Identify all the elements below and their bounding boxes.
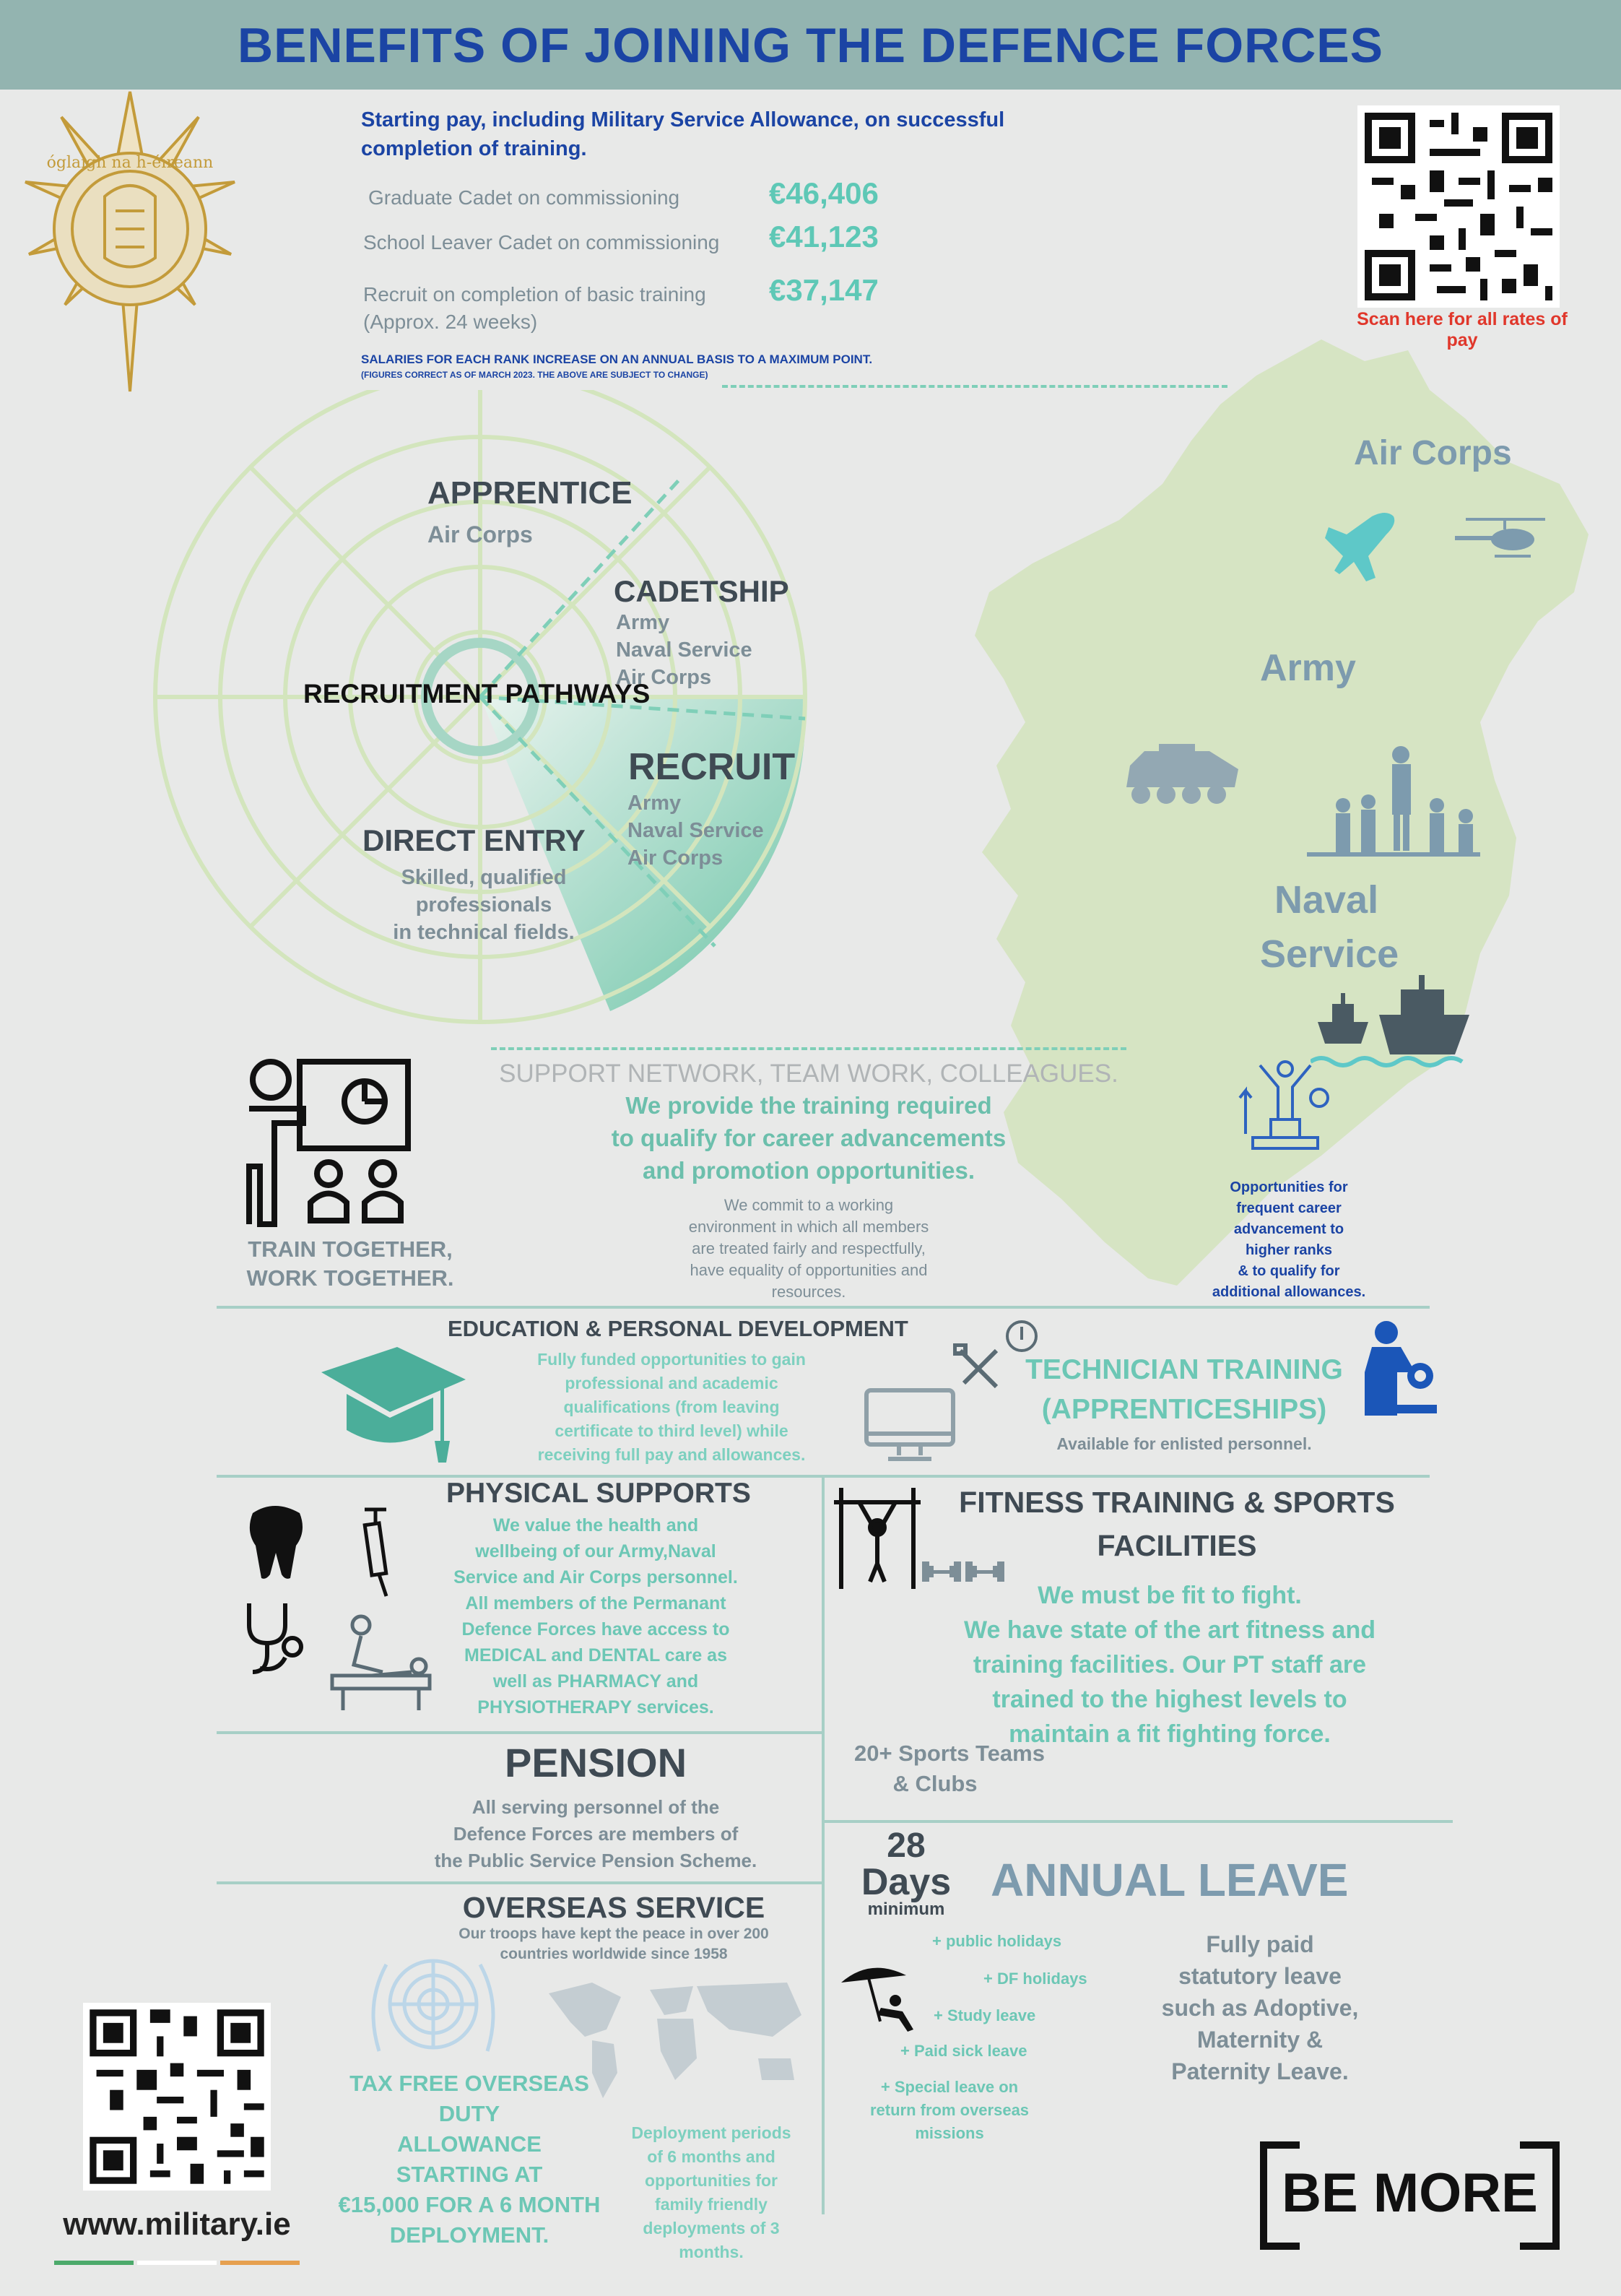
education-line: qualifications (from leaving: [563, 1398, 780, 1416]
crest-motto: óglaigh na h-éireann: [46, 154, 214, 172]
education-line: Fully funded opportunities to gain: [537, 1350, 806, 1369]
technician-sub: Available for enlisted personnel.: [1056, 1434, 1312, 1453]
technician-title-line1: TECHNICIAN TRAINING: [1025, 1354, 1343, 1385]
education-line: professional and academic: [565, 1374, 778, 1392]
stethoscope-icon: [238, 1596, 307, 1679]
overseas-sub-line2: countries worldwide since 1958: [500, 1946, 728, 1962]
pension-title: PENSION: [504, 1740, 687, 1785]
divider: [217, 1881, 823, 1884]
pay-sub-recruit: (Approx. 24 weeks): [363, 311, 538, 333]
pay-intro: Starting pay, including Military Service Allowance, on successful completion of training.: [361, 108, 1005, 160]
deployment-periods: [607, 2121, 816, 2264]
pathway-apprentice-title: APPRENTICE: [427, 475, 633, 511]
airplane-icon: [1321, 506, 1408, 585]
pathway-cadetship-line: Naval Service: [616, 638, 752, 662]
train-together-line1: TRAIN TOGETHER,: [248, 1236, 453, 1262]
deploy-line: opportunities for: [645, 2171, 778, 2190]
map-label-air-corps: Air Corps: [1354, 434, 1512, 472]
tax-line: DEPLOYMENT.: [389, 2222, 549, 2248]
divider: [825, 1820, 1453, 1823]
pathway-direct-entry-title: DIRECT ENTRY: [362, 823, 586, 857]
header-banner: [0, 0, 1621, 90]
pension-line: All serving personnel of the: [471, 1796, 720, 1818]
physical-line: Defence Forces have access to: [461, 1619, 730, 1639]
pathway-recruit-line: Naval Service: [627, 819, 764, 842]
fitness-body: [924, 1578, 1415, 1751]
career-opportunities: [1195, 1177, 1383, 1303]
soldiers-icon: [1300, 744, 1487, 859]
career-line: frequent career: [1236, 1200, 1342, 1216]
education-title: EDUCATION & PERSONAL DEVELOPMENT: [448, 1316, 908, 1341]
flag-stripe-white: [137, 2261, 217, 2265]
fitness-line: trained to the highest levels to: [992, 1686, 1347, 1713]
qr-code-pay[interactable]: [1357, 105, 1560, 308]
tax-line: TAX FREE OVERSEAS DUTY: [349, 2071, 589, 2126]
career-line: additional allowances.: [1212, 1284, 1366, 1300]
tax-line: €15,000 FOR A 6 MONTH: [338, 2192, 601, 2217]
education-line: certificate to third level) while: [555, 1421, 788, 1440]
annual-leave-title: ANNUAL LEAVE: [991, 1854, 1349, 1906]
support-commit-line: We commit to a working: [723, 1196, 894, 1214]
be-more-text: BE MORE: [1282, 2162, 1538, 2224]
career-line: advancement to: [1233, 1221, 1344, 1237]
physiotherapy-icon: [329, 1614, 433, 1712]
pay-label-school-leaver: School Leaver Cadet on commissioning: [363, 231, 720, 254]
technician-title-line2: (APPRENTICESHIPS): [1041, 1394, 1327, 1425]
physical-line: PHYSIOTHERAPY services.: [477, 1697, 714, 1717]
statutory-line: statutory leave: [1178, 1963, 1342, 1989]
pathway-cadetship-line: Army: [616, 611, 670, 634]
sports-teams-line2: & Clubs: [892, 1771, 978, 1796]
fitness-title-line1: FITNESS TRAINING & SPORTS: [959, 1486, 1395, 1519]
crest-logo: [22, 88, 238, 399]
pathway-recruit-title: RECRUIT: [628, 746, 796, 788]
support-line: We provide the training required: [625, 1092, 992, 1119]
pathway-recruit-line: Air Corps: [627, 846, 723, 870]
education-body: [505, 1348, 838, 1467]
pay-amount-school-leaver: €41,123: [769, 220, 879, 254]
be-more-logo: [1260, 2141, 1560, 2250]
un-emblem-icon: [357, 1950, 509, 2073]
fitness-line: maintain a fit fighting force.: [1009, 1720, 1331, 1748]
pathway-recruit-line: Army: [627, 792, 682, 815]
pay-amount-graduate: €46,406: [769, 176, 879, 210]
physical-line: MEDICAL and DENTAL care as: [464, 1645, 727, 1665]
leave-minimum: minimum: [867, 1899, 945, 1919]
flag-stripe-green: [54, 2261, 134, 2265]
pay-note: SALARIES FOR EACH RANK INCREASE ON AN ANNUAL BASIS TO A MAXIMUM POINT.: [361, 352, 873, 366]
pathway-cadetship-line: Air Corps: [616, 666, 712, 689]
qr-code-military[interactable]: [83, 2003, 271, 2191]
leave-extra: + public holidays: [932, 1932, 1062, 1950]
support-commit-line: resources.: [771, 1283, 846, 1301]
pathway-direct-line: professionals: [415, 893, 552, 917]
syringe-icon: [357, 1506, 401, 1600]
pathway-direct-line: Skilled, qualified: [401, 866, 567, 889]
monitor-icon: [863, 1387, 957, 1466]
sports-teams-line1: 20+ Sports Teams: [854, 1741, 1045, 1766]
fitness-line: We have state of the art fitness and: [964, 1616, 1376, 1644]
pull-up-bar-icon: [830, 1484, 924, 1593]
pension-line: the Public Service Pension Scheme.: [434, 1850, 757, 1871]
deploy-line: of 6 months and: [647, 2147, 775, 2166]
deploy-line: family friendly: [655, 2195, 768, 2214]
train-together-line2: WORK TOGETHER.: [246, 1265, 454, 1291]
pay-label-recruit: Recruit on completion of basic training: [363, 283, 706, 306]
statutory-line: such as Adoptive,: [1161, 1995, 1359, 2021]
support-commit-line: have equality of opportunities and: [690, 1261, 928, 1279]
fitness-line: training facilities. Our PT staff are: [973, 1651, 1367, 1678]
leave-extra: + Study leave: [934, 2006, 1036, 2024]
physical-line: Service and Air Corps personnel.: [453, 1567, 738, 1587]
map-label-service: Service: [1260, 932, 1399, 976]
support-commit-line: are treated fairly and respectfully,: [692, 1239, 926, 1257]
overseas-title: OVERSEAS SERVICE: [462, 1891, 765, 1924]
armoured-vehicle-icon: [1116, 737, 1246, 809]
education-line: receiving full pay and allowances.: [537, 1445, 806, 1464]
pathways-center-label: RECRUITMENT PATHWAYS: [303, 679, 651, 709]
statutory-leave: [1130, 1928, 1390, 2087]
career-podium-icon: [1231, 1058, 1339, 1152]
physical-line: We value the health and: [492, 1515, 699, 1535]
pension-body: [354, 1794, 838, 1874]
deploy-line: Deployment periods: [631, 2123, 791, 2142]
pay-amount-recruit: €37,147: [769, 273, 879, 307]
tax-line: ALLOWANCE: [397, 2131, 542, 2157]
physical-body: [426, 1512, 765, 1720]
pathway-cadetship-title: CADETSHIP: [614, 574, 789, 608]
tooth-icon: [245, 1502, 307, 1582]
career-line: higher ranks: [1245, 1242, 1333, 1258]
leave-extra: return from overseas: [869, 2101, 1030, 2119]
qr-caption: Scan here for all rates of pay: [1357, 309, 1568, 350]
divider: [217, 1731, 823, 1734]
pathway-direct-line: in technical fields.: [393, 921, 575, 944]
physical-line: All members of the Permanant: [465, 1593, 726, 1613]
helicopter-icon: [1451, 514, 1552, 565]
fitness-title-line2: FACILITIES: [1097, 1529, 1257, 1562]
statutory-line: Maternity &: [1196, 2027, 1324, 2053]
leave-extra: + DF holidays: [983, 1970, 1087, 1988]
power-icon: [1004, 1318, 1040, 1354]
page-title: BENEFITS OF JOINING THE DEFENCE FORCES: [237, 18, 1384, 73]
career-line: & to qualify for: [1238, 1263, 1340, 1279]
flag-stripe-orange: [220, 2261, 300, 2265]
leave-extra: missions: [915, 2124, 984, 2142]
support-commit: [621, 1195, 996, 1303]
tax-free-allowance: [325, 2068, 614, 2250]
graduation-cap-icon: [318, 1343, 469, 1466]
tools-icon: [953, 1343, 1011, 1394]
website-link[interactable]: www.military.ie: [63, 2206, 291, 2242]
leave-extra: + Paid sick leave: [900, 2042, 1027, 2060]
beach-umbrella-icon: [838, 1961, 921, 2033]
deploy-line: deployments of 3: [643, 2219, 780, 2237]
technician-worker-icon: [1361, 1318, 1440, 1416]
divider: [217, 1306, 1430, 1309]
physical-title: PHYSICAL SUPPORTS: [446, 1478, 751, 1509]
statutory-line: Fully paid: [1206, 1931, 1314, 1957]
support-heading: SUPPORT NETWORK, TEAM WORK, COLLEAGUES.: [499, 1060, 1118, 1088]
pension-line: Defence Forces are members of: [453, 1823, 739, 1845]
tax-line: STARTING AT: [396, 2162, 543, 2187]
divider-dashed-support: [491, 1047, 1126, 1050]
support-line: and promotion opportunities.: [642, 1157, 975, 1184]
support-commit-line: environment in which all members: [688, 1218, 929, 1236]
fitness-line: We must be fit to fight.: [1038, 1582, 1302, 1609]
physical-line: well as PHARMACY and: [492, 1671, 699, 1691]
support-line: to qualify for career advancements: [611, 1125, 1007, 1151]
statutory-line: Paternity Leave.: [1171, 2058, 1349, 2084]
leave-extra: + Special leave on: [880, 2078, 1019, 2096]
pay-note-small: (FIGURES CORRECT AS OF MARCH 2023. THE ABOVE ARE SUBJECT TO CHANGE): [361, 370, 708, 380]
map-label-army: Army: [1260, 647, 1356, 689]
map-label-naval: Naval: [1274, 878, 1379, 922]
overseas-sub-line1: Our troops have kept the peace in over 200: [459, 1925, 769, 1942]
career-line: Opportunities for: [1230, 1179, 1348, 1195]
leave-days-label: Days: [861, 1861, 952, 1903]
pathway-apprentice-line: Air Corps: [427, 521, 533, 547]
leave-days-number: 28: [887, 1827, 926, 1865]
pay-label-graduate: Graduate Cadet on commissioning: [368, 186, 680, 209]
physical-line: wellbeing of our Army,Naval: [475, 1541, 716, 1561]
deploy-line: months.: [679, 2243, 744, 2261]
trainer-presentation-icon: [238, 1054, 412, 1228]
